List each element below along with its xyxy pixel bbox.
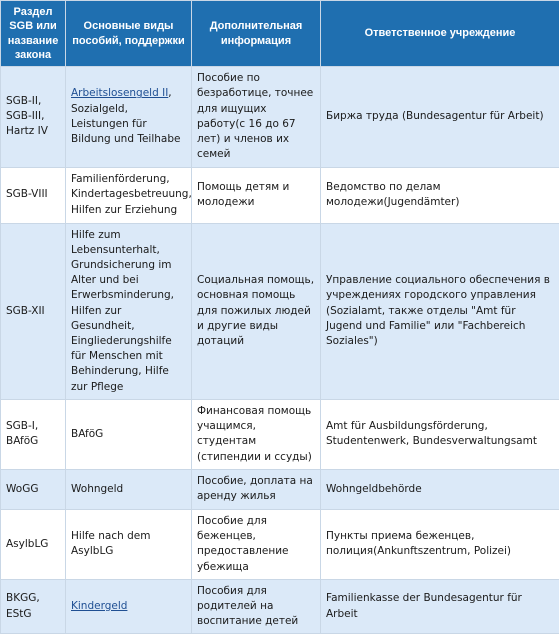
table-row xyxy=(1,509,559,579)
cell-benefit: Familienförderung, Kindertagesbetreuung, Hilfen zur Erziehung xyxy=(66,167,192,223)
cell-info: Финансовая помощь учащимся, студентам (стипендии и ссуды) xyxy=(192,399,321,469)
cell-law: SGB-VIII xyxy=(1,167,66,223)
arbeitslosengeld-link[interactable]: Arbeitslosengeld II xyxy=(71,87,168,99)
header-institution: Ответственное учреждение xyxy=(321,1,559,67)
cell-law: WoGG xyxy=(1,469,66,509)
cell-law: SGB-I, BAföG xyxy=(1,399,66,469)
cell-law: SGB-XII xyxy=(1,223,66,399)
table-row xyxy=(1,167,559,223)
cell-institution: Wohngeldbehörde xyxy=(321,469,559,509)
cell-info: Пособия для родителей на воспитание детей xyxy=(192,579,321,634)
cell-law: SGB-II, SGB-III, Hartz IV xyxy=(1,67,66,167)
cell-institution: Amt für Ausbildungsförderung, Studentenwerk, Bundesverwaltungsamt xyxy=(321,399,559,469)
cell-info: Пособие по безработице, точнее для ищущих работу(с 16 до 67 лет) и членов их семей xyxy=(192,67,321,167)
cell-benefit xyxy=(66,579,192,634)
cell-benefit: BAföG xyxy=(66,399,192,469)
cell-institution: Пункты приема беженцев, полиция(Ankunftszentrum, Polizei) xyxy=(321,509,559,579)
header-benefits: Основные виды пособий, поддержки xyxy=(66,1,192,67)
cell-benefit: Hilfe nach dem AsylbLG xyxy=(66,509,192,579)
cell-info: Пособие, доплата на аренду жилья xyxy=(192,469,321,509)
cell-law: AsylbLG xyxy=(1,509,66,579)
cell-institution: Familienkasse der Bundesagentur für Arbeit xyxy=(321,579,559,634)
table-row xyxy=(1,223,559,399)
table-row xyxy=(1,469,559,509)
table-row xyxy=(1,399,559,469)
cell-benefit xyxy=(66,67,192,167)
cell-institution: Ведомство по делам молодежи(Jugendämter) xyxy=(321,167,559,223)
cell-info: Пособие для беженцев, предоставление убежища xyxy=(192,509,321,579)
table-header-row xyxy=(1,1,559,67)
header-law: Раздел SGB или название закона xyxy=(1,1,66,67)
header-info: Дополнительная информация xyxy=(192,1,321,67)
cell-info: Социальная помощь, основная помощь для пожилых людей и другие виды дотаций xyxy=(192,223,321,399)
cell-law: BKGG, EStG xyxy=(1,579,66,634)
cell-benefit: Wohngeld xyxy=(66,469,192,509)
cell-info: Помощь детям и молодежи xyxy=(192,167,321,223)
cell-benefit: Hilfe zum Lebensunterhalt, Grundsicherung im Alter und bei Erwerbsminderung, Hilfen zur Gesundheit, Eingliederungshilfe für Menschen mit Behinderung, Hilfe zur Pflege xyxy=(66,223,192,399)
table-row xyxy=(1,67,559,167)
cell-institution: Биржа труда (Bundesagentur für Arbeit) xyxy=(321,67,559,167)
cell-benefit-text: , Sozialgeld, Leistungen für Bildung und Teilhabe xyxy=(71,87,180,145)
cell-institution: Управление социального обеспечения в учреждениях городского управления (Sozialamt, также отделы "Amt für Jugend und Familie" или "Fachbereich Soziales") xyxy=(321,223,559,399)
kindergeld-link[interactable]: Kindergeld xyxy=(71,600,127,612)
table-row xyxy=(1,579,559,634)
